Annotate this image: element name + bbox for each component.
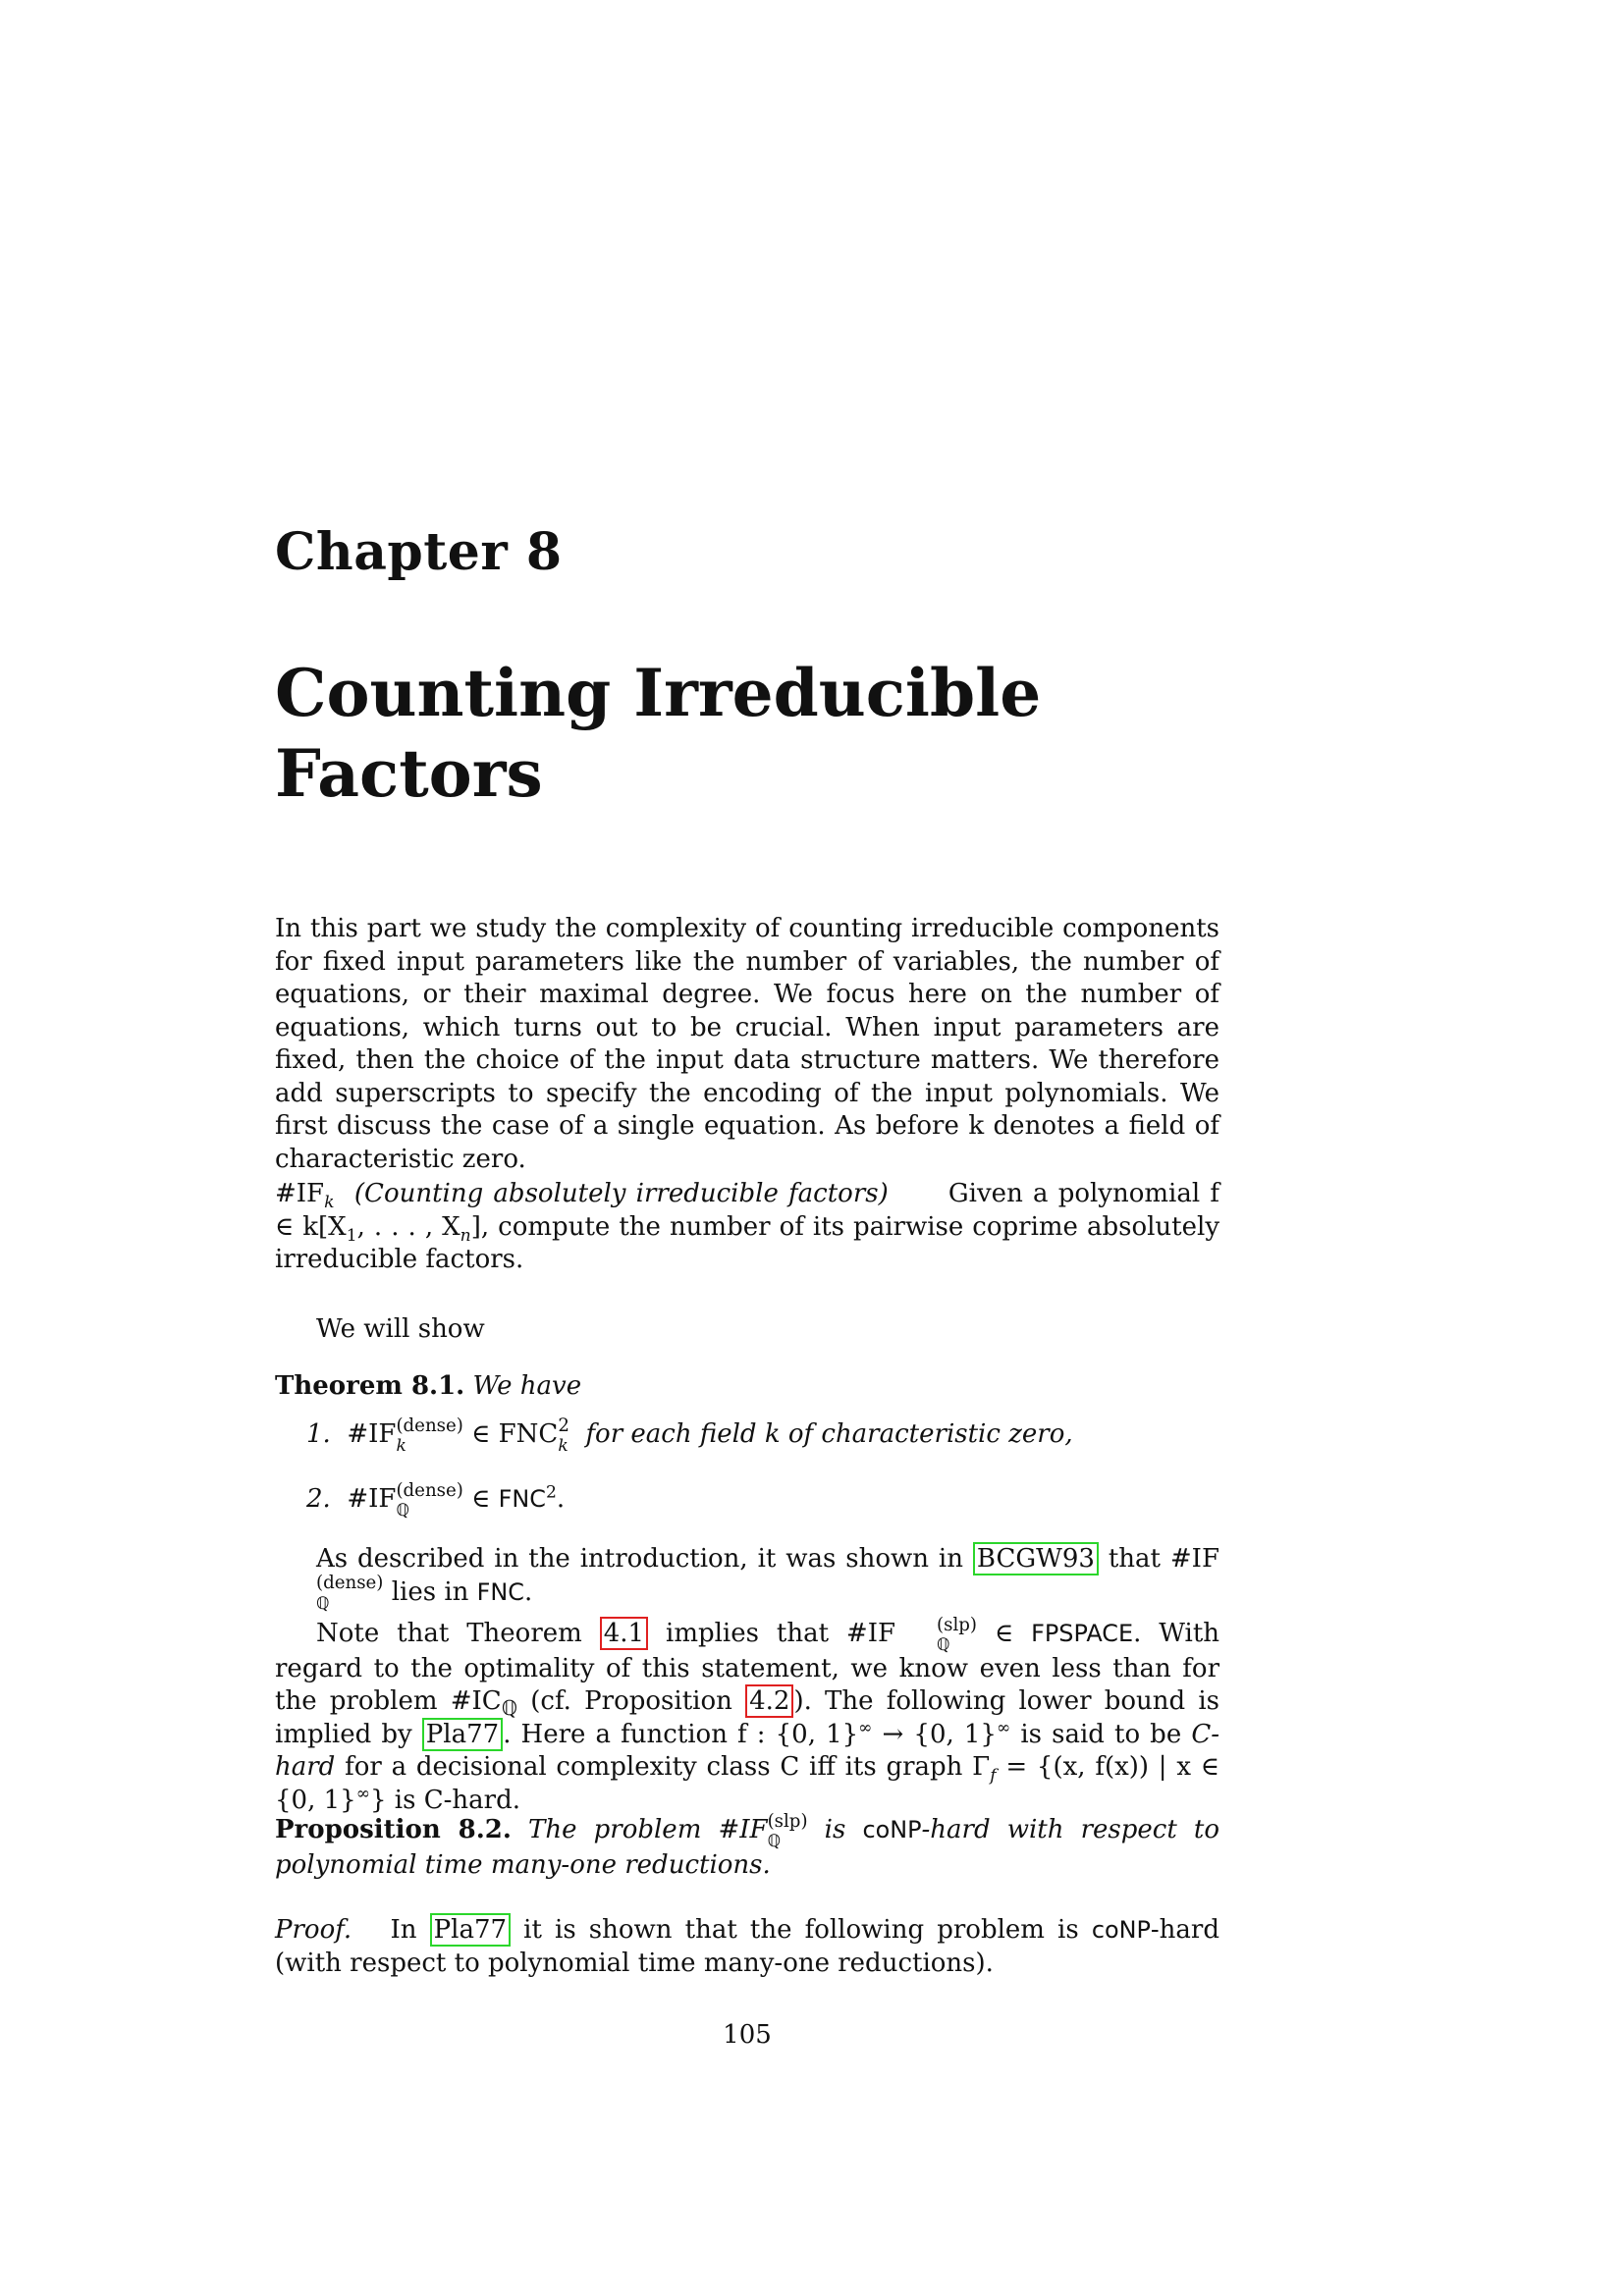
problem-definition: $\#IF_k$ (Counting absolutely irreducible factors) Given a polynomial f ∈ $k[X_1$, . . . , $X_n$], compute the number of its pairwise coprime absolutely irreducible factors. <box>275 1179 1220 1274</box>
theorem-8-1 <box>275 1370 1219 1404</box>
problem-title: (Counting absolutely irreducible factors) <box>353 1179 889 1208</box>
theorem-label: Theorem 8.1. <box>275 1371 465 1401</box>
proposition-label: Proposition 8.2. <box>275 1815 512 1844</box>
citation-link[interactable]: BCGW93 <box>973 1542 1099 1575</box>
paragraph-theorem-4-1: Note that Theorem 4.1 implies that #IF $^{(slp)}$ ℚ ∈ FPSPACE. With regard to the optimality of this statement, we know even less than for the problem $\#IC_ℚ$ (cf. Proposition 4.2 ). The following lower bound is implied by Pla77 . Here a function f : {0, 1}∞ → {0, 1}∞ is said to be C-hard for a decisional complexity class C iff its graph $\Gamma_f = \{(x$, f(x)) | x ∈ {0, 1}∞} is C-hard. <box>275 1614 1220 1815</box>
paragraph-bcgw93: As described in the introduction, it was shown in BCGW93 that $\#IF^{(dense)}$ ℚ lies in FNC. <box>316 1544 1219 1614</box>
theorem-ref-link[interactable]: 4.1 <box>600 1617 648 1650</box>
theorem-lead: We have <box>472 1371 582 1401</box>
chapter-label: Chapter 8 <box>275 522 563 582</box>
citation-link[interactable]: Pla77 <box>430 1913 511 1947</box>
proposition-ref-link[interactable]: 4.2 <box>745 1684 793 1718</box>
theorem-list <box>306 1417 1190 1547</box>
problem-name: $\#IF_k$ <box>275 1179 335 1213</box>
proof-label: Proof. <box>275 1915 352 1945</box>
proof-paragraph: Proof. In Pla77 it is shown that the following problem is coNP-hard (with respect to polynomial time many-one reductions). <box>275 1915 1219 1978</box>
chapter-title: Counting Irreducible Factors <box>275 655 1042 812</box>
proposition-8-2: Proposition 8.2. The problem $\#IF^{(slp)}$ ℚ is coNP-hard with respect to polynomial time many-one reductions. <box>275 1810 1219 1880</box>
intro-paragraph: In this part we study the complexity of counting irreducible components for fixed input parameters like the number of variables, the number of equations, or their maximal degree. We focus here on the number of equations, which turns out to be crucial. When input parameters are fixed, then the choice of the input data structure matters. We therefore add superscripts to specify the encoding of the input polynomials. We first discuss the case of a single equation. As before k denotes a field of characteristic zero. <box>275 914 1219 1174</box>
citation-link[interactable]: Pla77 <box>422 1718 503 1751</box>
will-show-text: We will show <box>316 1314 485 1344</box>
page-number: 105 <box>723 2020 772 2050</box>
theorem-item-1: 1. $\#IF^{(dense)}$ k ∈ FNC$^2$ k for each field k of characteristic zero, <box>306 1415 1073 1457</box>
theorem-item-2: 2. $\#IF^{(dense)}$ ℚ ∈ FNC$^2$. <box>306 1479 566 1522</box>
